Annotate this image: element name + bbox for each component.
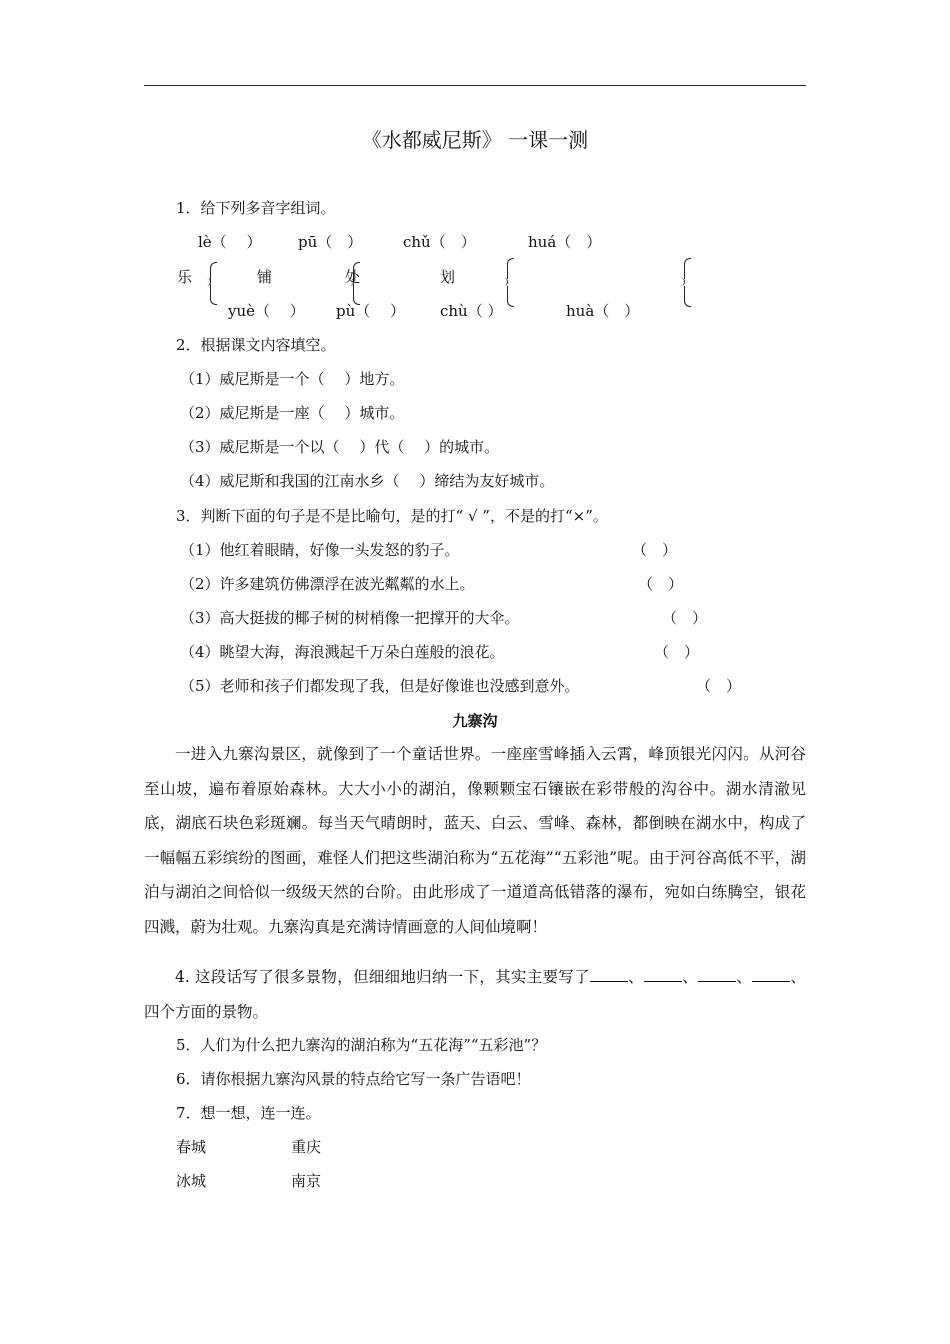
q1-top-1: lè（ ） bbox=[198, 233, 262, 251]
q3-item-2: （2）许多建筑仿佛漂浮在波光粼粼的水上。 bbox=[180, 575, 475, 593]
q1-top-2: pū（ ） bbox=[298, 233, 363, 251]
q4-sep-1: 、 bbox=[627, 968, 644, 986]
q1-char-2: 铺 bbox=[257, 268, 273, 286]
q1-bot-1: yuè（ ） bbox=[228, 302, 305, 320]
q3-mark-1: （ ） bbox=[632, 541, 678, 559]
q4 bbox=[144, 960, 806, 1029]
passage-body bbox=[144, 737, 806, 944]
q7-left-2: 冰城 bbox=[176, 1172, 207, 1190]
q3-item-5: （5）老师和孩子们都发现了我，但是好像谁也没感到意外。 bbox=[180, 677, 580, 695]
q1-bot-3: chù（ ） bbox=[440, 302, 503, 320]
q7-left-1: 春城 bbox=[176, 1138, 207, 1156]
q4-before: 4. 这段话写了很多景物，但细细地归纳一下，其实主要写了 bbox=[175, 968, 590, 986]
q6: 6．请你根据九寨沟风景的特点给它写一条广告语吧！ bbox=[176, 1070, 531, 1088]
q4-blank-3[interactable] bbox=[698, 967, 736, 982]
q4-sep-2: 、 bbox=[681, 968, 699, 986]
q2-item-1: （1）威尼斯是一个（ ）地方。 bbox=[180, 370, 405, 388]
q7-right-1: 重庆 bbox=[291, 1138, 322, 1156]
q2-item-4: （4）威尼斯和我国的江南水乡（ ）缔结为友好城市。 bbox=[180, 472, 555, 490]
q4-blank-4[interactable] bbox=[752, 967, 790, 982]
q1-char-4: 划 bbox=[440, 268, 456, 286]
q2-item-2: （2）威尼斯是一座（ ）城市。 bbox=[180, 404, 405, 422]
q3-mark-2: （ ） bbox=[638, 575, 684, 593]
passage-heading: 九寨沟 bbox=[452, 712, 498, 730]
q3-mark-5: （ ） bbox=[696, 677, 742, 695]
q4-blank-1[interactable] bbox=[590, 967, 628, 982]
q7-right-2: 南京 bbox=[291, 1172, 322, 1190]
q4-blank-2[interactable] bbox=[644, 967, 682, 982]
q2-item-3: （3）威尼斯是一个以（ ）代（ ）的城市。 bbox=[180, 438, 500, 456]
q3-item-4: （4）眺望大海，海浪溅起千万朵白莲般的浪花。 bbox=[180, 643, 505, 661]
q3-item-3: （3）高大挺拔的椰子树的树梢像一把撑开的大伞。 bbox=[180, 609, 520, 627]
q1-bot-4: huà（ ） bbox=[566, 302, 640, 320]
q5: 5．人们为什么把九寨沟的湖泊称为“五花海”“五彩池”？ bbox=[176, 1036, 547, 1054]
q7-prompt: 7．想一想，连一连。 bbox=[176, 1104, 321, 1122]
page-title: 《水都威尼斯》 一课一测 bbox=[361, 128, 589, 152]
header-rule bbox=[144, 85, 806, 86]
q3-mark-3: （ ） bbox=[662, 609, 708, 627]
q1-prompt: 1．给下列多音字组词。 bbox=[176, 199, 336, 217]
q3-prompt: 3．判断下面的句子是不是比喻句，是的打“ √ ”，不是的打“×”。 bbox=[176, 507, 608, 525]
q1-bot-2: pù（ ） bbox=[336, 302, 406, 320]
q3-mark-4: （ ） bbox=[654, 643, 700, 661]
passage-text: 一进入九寨沟景区，就像到了一个童话世界。一座座雪峰插入云霄，峰顶银光闪闪。从河谷至山坡，遍布着原始森林。大大小小的湖泊，像颗颗宝石镶嵌在彩带般的沟谷中。湖水清澈见底，湖底石块色彩斑斓。每当天气晴朗时，蓝天、白云、雪峰、森林，都倒映在湖水中，构成了一幅幅五彩缤纷的图画，难怪人们把这些湖泊称为“五花海”“五彩池”呢。由于河谷高低不平，湖泊与湖泊之间恰似一级级天然的台阶。由此形成了一道道高低错落的瀑布，宛如白练腾空，银花四溅，蔚为壮观。九寨沟真是充满诗情画意的人间仙境啊！ bbox=[144, 745, 806, 936]
q1-char-1: 乐 bbox=[177, 268, 193, 286]
q4-sep-3: 、 bbox=[736, 968, 753, 986]
q1-top-4: huá（ ） bbox=[528, 233, 602, 251]
q1-char-3: 处 bbox=[345, 268, 361, 286]
q4-after: 、四个方面的景物。 bbox=[144, 968, 806, 1021]
q1-top-3: chǔ（ ） bbox=[403, 233, 476, 251]
q2-prompt: 2．根据课文内容填空。 bbox=[176, 336, 336, 354]
q3-item-1: （1）他红着眼睛，好像一头发怒的豹子。 bbox=[180, 541, 460, 559]
